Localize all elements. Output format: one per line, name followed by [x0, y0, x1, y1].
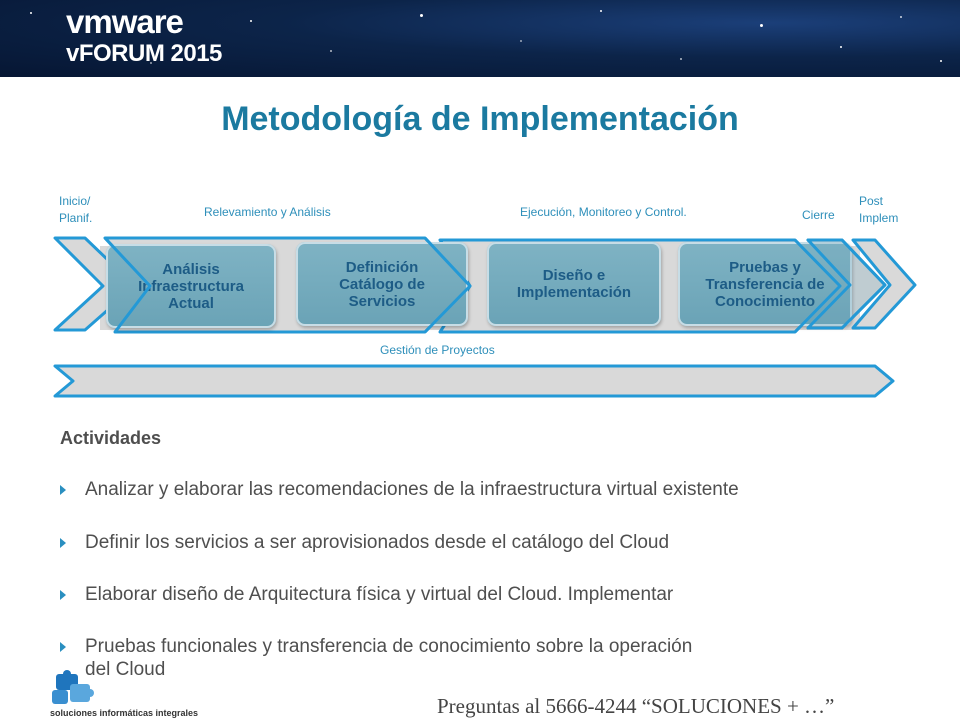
- bullet-arrow-icon: [60, 538, 66, 548]
- footer-contact: Preguntas al 5666-4244 “SOLUCIONES + …”: [437, 694, 835, 718]
- activity-text: Analizar y elaborar las recomendaciones de la infraestructura virtual existente: [85, 479, 739, 500]
- phase-label-relevamiento: Relevamiento y Análisis: [204, 205, 331, 219]
- page-title: Metodología de Implementación: [221, 100, 739, 138]
- puzzle-icon: [50, 670, 110, 708]
- bullet-arrow-icon: [60, 642, 66, 652]
- phase-label-inicio-line1: Inicio/: [59, 194, 91, 208]
- box-definicion-line2: Catálogo de: [339, 275, 425, 293]
- phase-label-post-line1: Post: [859, 194, 884, 208]
- box-diseno-line1: Diseño e: [542, 267, 606, 284]
- box-diseno-line2: Implementación: [516, 284, 632, 301]
- phase-label-ejecucion: Ejecución, Monitoreo y Control.: [520, 205, 687, 219]
- box-definicion-line3: Servicios: [348, 292, 416, 310]
- cierre-chevron-front: [808, 240, 885, 328]
- box-pruebas-line1: Pruebas y: [729, 258, 801, 276]
- activity-text: Elaborar diseño de Arquitectura física y virtual del Cloud. Implementar: [85, 584, 674, 605]
- activity-text-line2: del Cloud: [85, 659, 166, 680]
- box-analisis-line1: Análisis: [162, 260, 220, 278]
- company-logo: [50, 670, 200, 720]
- box-analisis-line2: Infraestructura: [138, 277, 244, 295]
- phase-label-post-line2: Implem: [859, 211, 899, 225]
- event-name: vFORUM 2015: [66, 40, 222, 67]
- relevamiento-chevron-tip: [425, 238, 470, 332]
- activity-text-line1: Pruebas funcionales y transferencia de conocimiento sobre la operación: [85, 636, 693, 657]
- brand-name: vmware: [66, 3, 183, 40]
- activity-text: Definir los servicios a ser aprovisionados desde el catálogo del Cloud: [85, 532, 670, 553]
- bullet-arrow-icon: [60, 590, 66, 600]
- phase-label-cierre: Cierre: [802, 208, 835, 222]
- box-analisis-line3: Actual: [168, 294, 214, 312]
- box-definicion-line1: Definición: [345, 258, 419, 276]
- activities-heading: Actividades: [60, 428, 162, 448]
- box-pruebas-line2: Transferencia de: [705, 275, 825, 293]
- relevamiento-chevron-tail: [105, 238, 150, 332]
- box-pruebas-line3: Conocimiento: [714, 292, 815, 310]
- bullet-arrow-icon: [60, 485, 66, 495]
- logo-caption: soluciones informáticas integrales: [50, 708, 199, 718]
- phase-label-inicio-line2: Planif.: [59, 211, 93, 225]
- phase-label-gestion: Gestión de Proyectos: [380, 343, 495, 357]
